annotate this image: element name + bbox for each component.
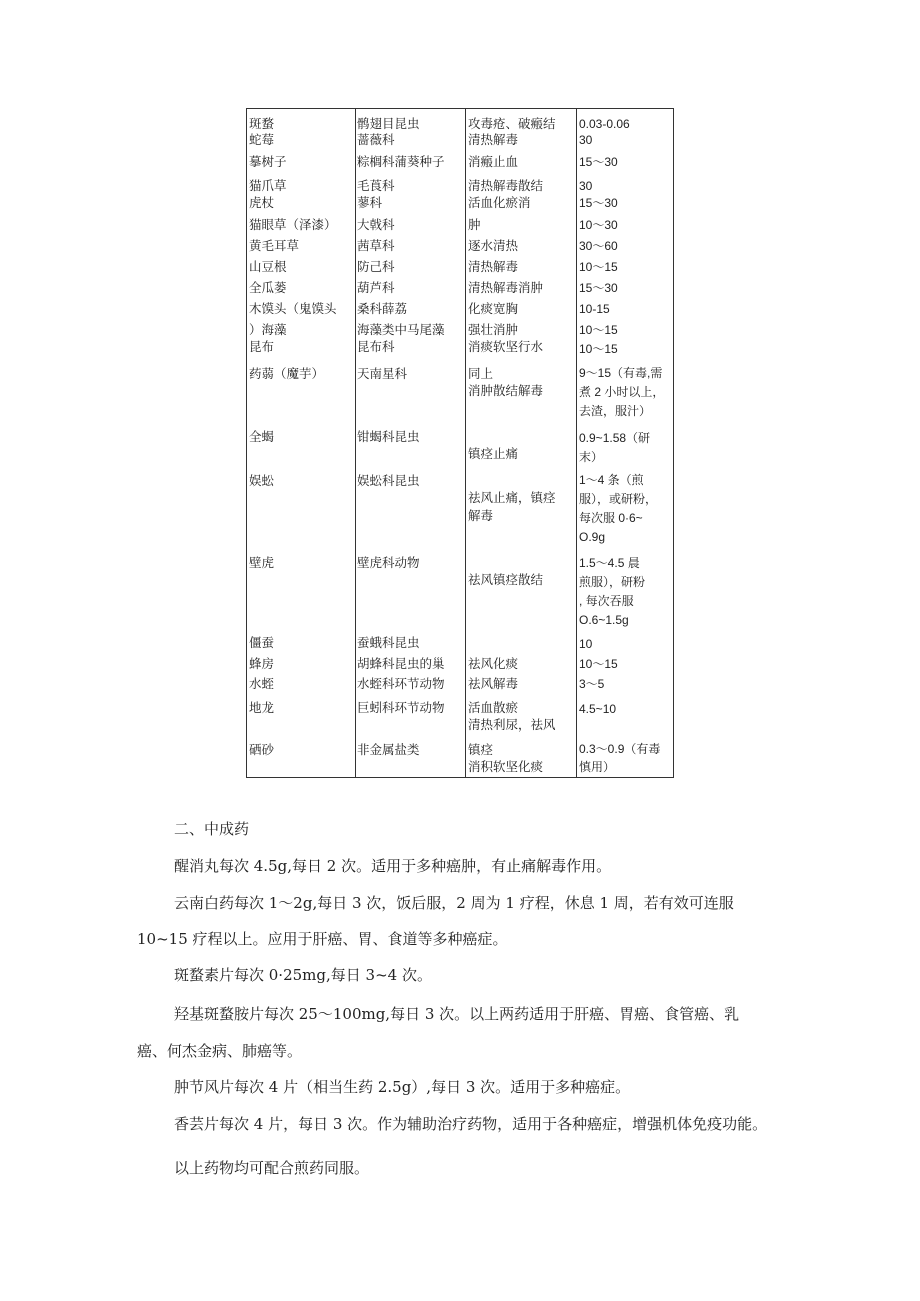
herb-dosage: 30 (579, 133, 593, 147)
herb-dosage: 9～15（有毒,需 (579, 366, 663, 380)
herb-dosage: 0.9~1.58（研 (579, 431, 651, 445)
herb-family: 昆布科 (357, 339, 395, 354)
herb-name: 娱蚣 (249, 473, 275, 488)
herb-function: 活血散瘀 (468, 700, 519, 715)
herb-family: 天南星科 (357, 366, 408, 381)
herb-function: 消痰软坚行水 (468, 339, 544, 354)
herb-dosage: 15～30 (579, 155, 618, 169)
herb-family: 钳蝎科昆虫 (357, 429, 420, 444)
paragraph: 香芸片每次 4 片，每日 3 次。作为辅助治疗药物，适用于各种癌症，增强机体免疫功能。 (174, 1115, 768, 1133)
herb-function: 清热解毒消肿 (468, 280, 544, 295)
herb-function: 活血化瘀消 (468, 195, 531, 210)
herb-function: 消肿散结解毒 (468, 383, 544, 398)
herb-function: 祛风化痰 (468, 656, 519, 671)
herb-dosage: 煎服），研粉 (579, 575, 646, 589)
herb-dosage: 1～4 条（煎 (579, 473, 644, 487)
herb-family: 毛莨科 (357, 178, 395, 193)
herb-dosage: O.6~1.5g (579, 613, 629, 627)
herb-dosage: 10-15 (579, 302, 610, 316)
herb-family: 娱蚣科昆虫 (357, 473, 420, 488)
herb-function: 同上 (468, 366, 494, 381)
herb-dosage: 服），或研粉， (579, 492, 658, 506)
herb-name: 黄毛耳草 (249, 238, 300, 253)
herb-function: 祛风解毒 (468, 676, 519, 691)
herb-family: 巨蚓科环节动物 (357, 700, 445, 715)
herb-dosage: 10～15 (579, 657, 618, 671)
herb-function: 镇痉 (468, 742, 494, 757)
herb-name: 地龙 (249, 700, 275, 715)
herb-dosage: 去渣，服汁） (579, 404, 652, 418)
herb-function: 清热解毒 (468, 132, 519, 147)
herb-dosage: 0.03-0.06 (579, 117, 630, 131)
herb-function: 祛风止痛，镇痉 (468, 490, 556, 505)
paragraph: 肿节风片每次 4 片（相当生药 2.5g）,每日 3 次。适用于多种癌症。 (174, 1078, 631, 1096)
herb-dosage: O.9g (579, 530, 606, 544)
paragraph: 10~15 疗程以上。应用于肝癌、胃、食道等多种癌症。 (137, 930, 508, 948)
herb-dosage: 10～15 (579, 260, 618, 274)
herb-family: 蚕蛾科昆虫 (357, 635, 420, 650)
herb-function: 逐水清热 (468, 238, 519, 253)
herb-dosage: 3～5 (579, 677, 605, 691)
paragraph: 羟基斑蝥胺片每次 25～100mg,每日 3 次。以上两药适用于肝癌、胃癌、食管癌、乳 (174, 1005, 740, 1023)
herb-dosage: 慎用） (579, 760, 616, 774)
paragraph: 以上药物均可配合煎药同服。 (174, 1159, 370, 1177)
herb-function: 强壮消肿 (468, 322, 519, 337)
herb-table (246, 108, 674, 778)
herb-function: 祛风镇痉散结 (468, 572, 544, 587)
herb-name: 蛇莓 (249, 132, 275, 147)
herb-function: 解毒 (468, 508, 494, 523)
herb-family: 粽榈科蒲葵种子 (357, 154, 445, 169)
herb-name: 斑蝥 (249, 116, 275, 131)
herb-dosage: 10～15 (579, 323, 618, 337)
herb-name: 壁虎 (249, 555, 275, 570)
herb-family: 非金属盐类 (357, 742, 420, 757)
column-divider (576, 109, 577, 777)
herb-name: 昆布 (249, 339, 275, 354)
paragraph: 斑蝥素片每次 0·25mg,每日 3~4 次。 (174, 966, 432, 984)
herb-family: 鹘翅目昆虫 (357, 116, 420, 131)
herb-family: 蓼科 (357, 195, 383, 210)
herb-name: 全蝎 (249, 429, 275, 444)
herb-function: 清热利尿，祛风 (468, 717, 556, 732)
herb-family: 葫芦科 (357, 280, 395, 295)
herb-dosage: 10～15 (579, 342, 618, 356)
herb-name: 硒砂 (249, 742, 275, 757)
herb-family: 胡蜂科昆虫的巢 (357, 656, 445, 671)
herb-function: 消积软坚化痰 (468, 759, 544, 774)
herb-function: 攻毒疮、破瘢结 (468, 116, 556, 131)
herb-function: 清热解毒散结 (468, 178, 544, 193)
section-title: 二、中成药 (174, 820, 250, 838)
herb-dosage: 15～30 (579, 196, 618, 210)
herb-dosage: 10 (579, 637, 593, 651)
herb-function: 肿 (468, 217, 481, 232)
herb-dosage: 0.3～0.9（有毒 (579, 742, 661, 756)
herb-dosage: 10～30 (579, 218, 618, 232)
herb-name: 蜂房 (249, 656, 275, 671)
herb-dosage: 30～60 (579, 239, 618, 253)
herb-name: 药蒻（魔芋） (249, 366, 325, 381)
herb-function: 镇痉止痛 (468, 446, 519, 461)
herb-dosage: 4.5~10 (579, 702, 617, 716)
column-divider (355, 109, 356, 777)
herb-dosage: 煮 2 小时以上， (579, 385, 665, 399)
herb-family: 壁虎科动物 (357, 555, 420, 570)
herb-name: 木馍头（鬼馍头 (249, 301, 337, 316)
herb-function: 化痰宽胸 (468, 301, 519, 316)
herb-function: 清热解毒 (468, 259, 519, 274)
herb-name: ）海藻 (249, 322, 287, 337)
herb-name: 僵蚕 (249, 635, 275, 650)
herb-function: 消瘢止血 (468, 154, 519, 169)
herb-family: 桑科薛荔 (357, 301, 408, 316)
herb-dosage: 30 (579, 179, 593, 193)
herb-dosage: 15～30 (579, 281, 618, 295)
paragraph: 醒消丸每次 4.5g,每日 2 次。适用于多种癌肿，有止痛解毒作用。 (174, 857, 612, 875)
herb-family: 大戟科 (357, 217, 395, 232)
herb-name: 山豆根 (249, 259, 287, 274)
herb-family: 茜草科 (357, 238, 395, 253)
herb-family: 蔷薇科 (357, 132, 395, 147)
herb-dosage: 末） (579, 450, 604, 464)
paragraph: 云南白药每次 1～2g,每日 3 次，饭后服，2 周为 1 疗程，休息 1 周，若有效可连服 (174, 894, 734, 912)
herb-dosage: 1.5～4.5 晨 (579, 556, 640, 570)
paragraph: 癌、何杰金病、肺癌等。 (137, 1042, 303, 1060)
herb-dosage: 每次服 0·6~ (579, 511, 643, 525)
herb-family: 海藻类中马尾藻 (357, 322, 445, 337)
herb-dosage: , 每次吞服 (579, 594, 634, 608)
herb-name: 水蛭 (249, 676, 275, 691)
herb-family: 防己科 (357, 259, 395, 274)
herb-name: 摹树子 (249, 154, 287, 169)
herb-name: 虎杖 (249, 195, 275, 210)
herb-name: 猫爪草 (249, 178, 287, 193)
column-divider (465, 109, 466, 777)
herb-family: 水蛭科环节动物 (357, 676, 445, 691)
herb-name: 全瓜蒌 (249, 280, 287, 295)
herb-name: 猫眼草（泽漆） (249, 217, 337, 232)
